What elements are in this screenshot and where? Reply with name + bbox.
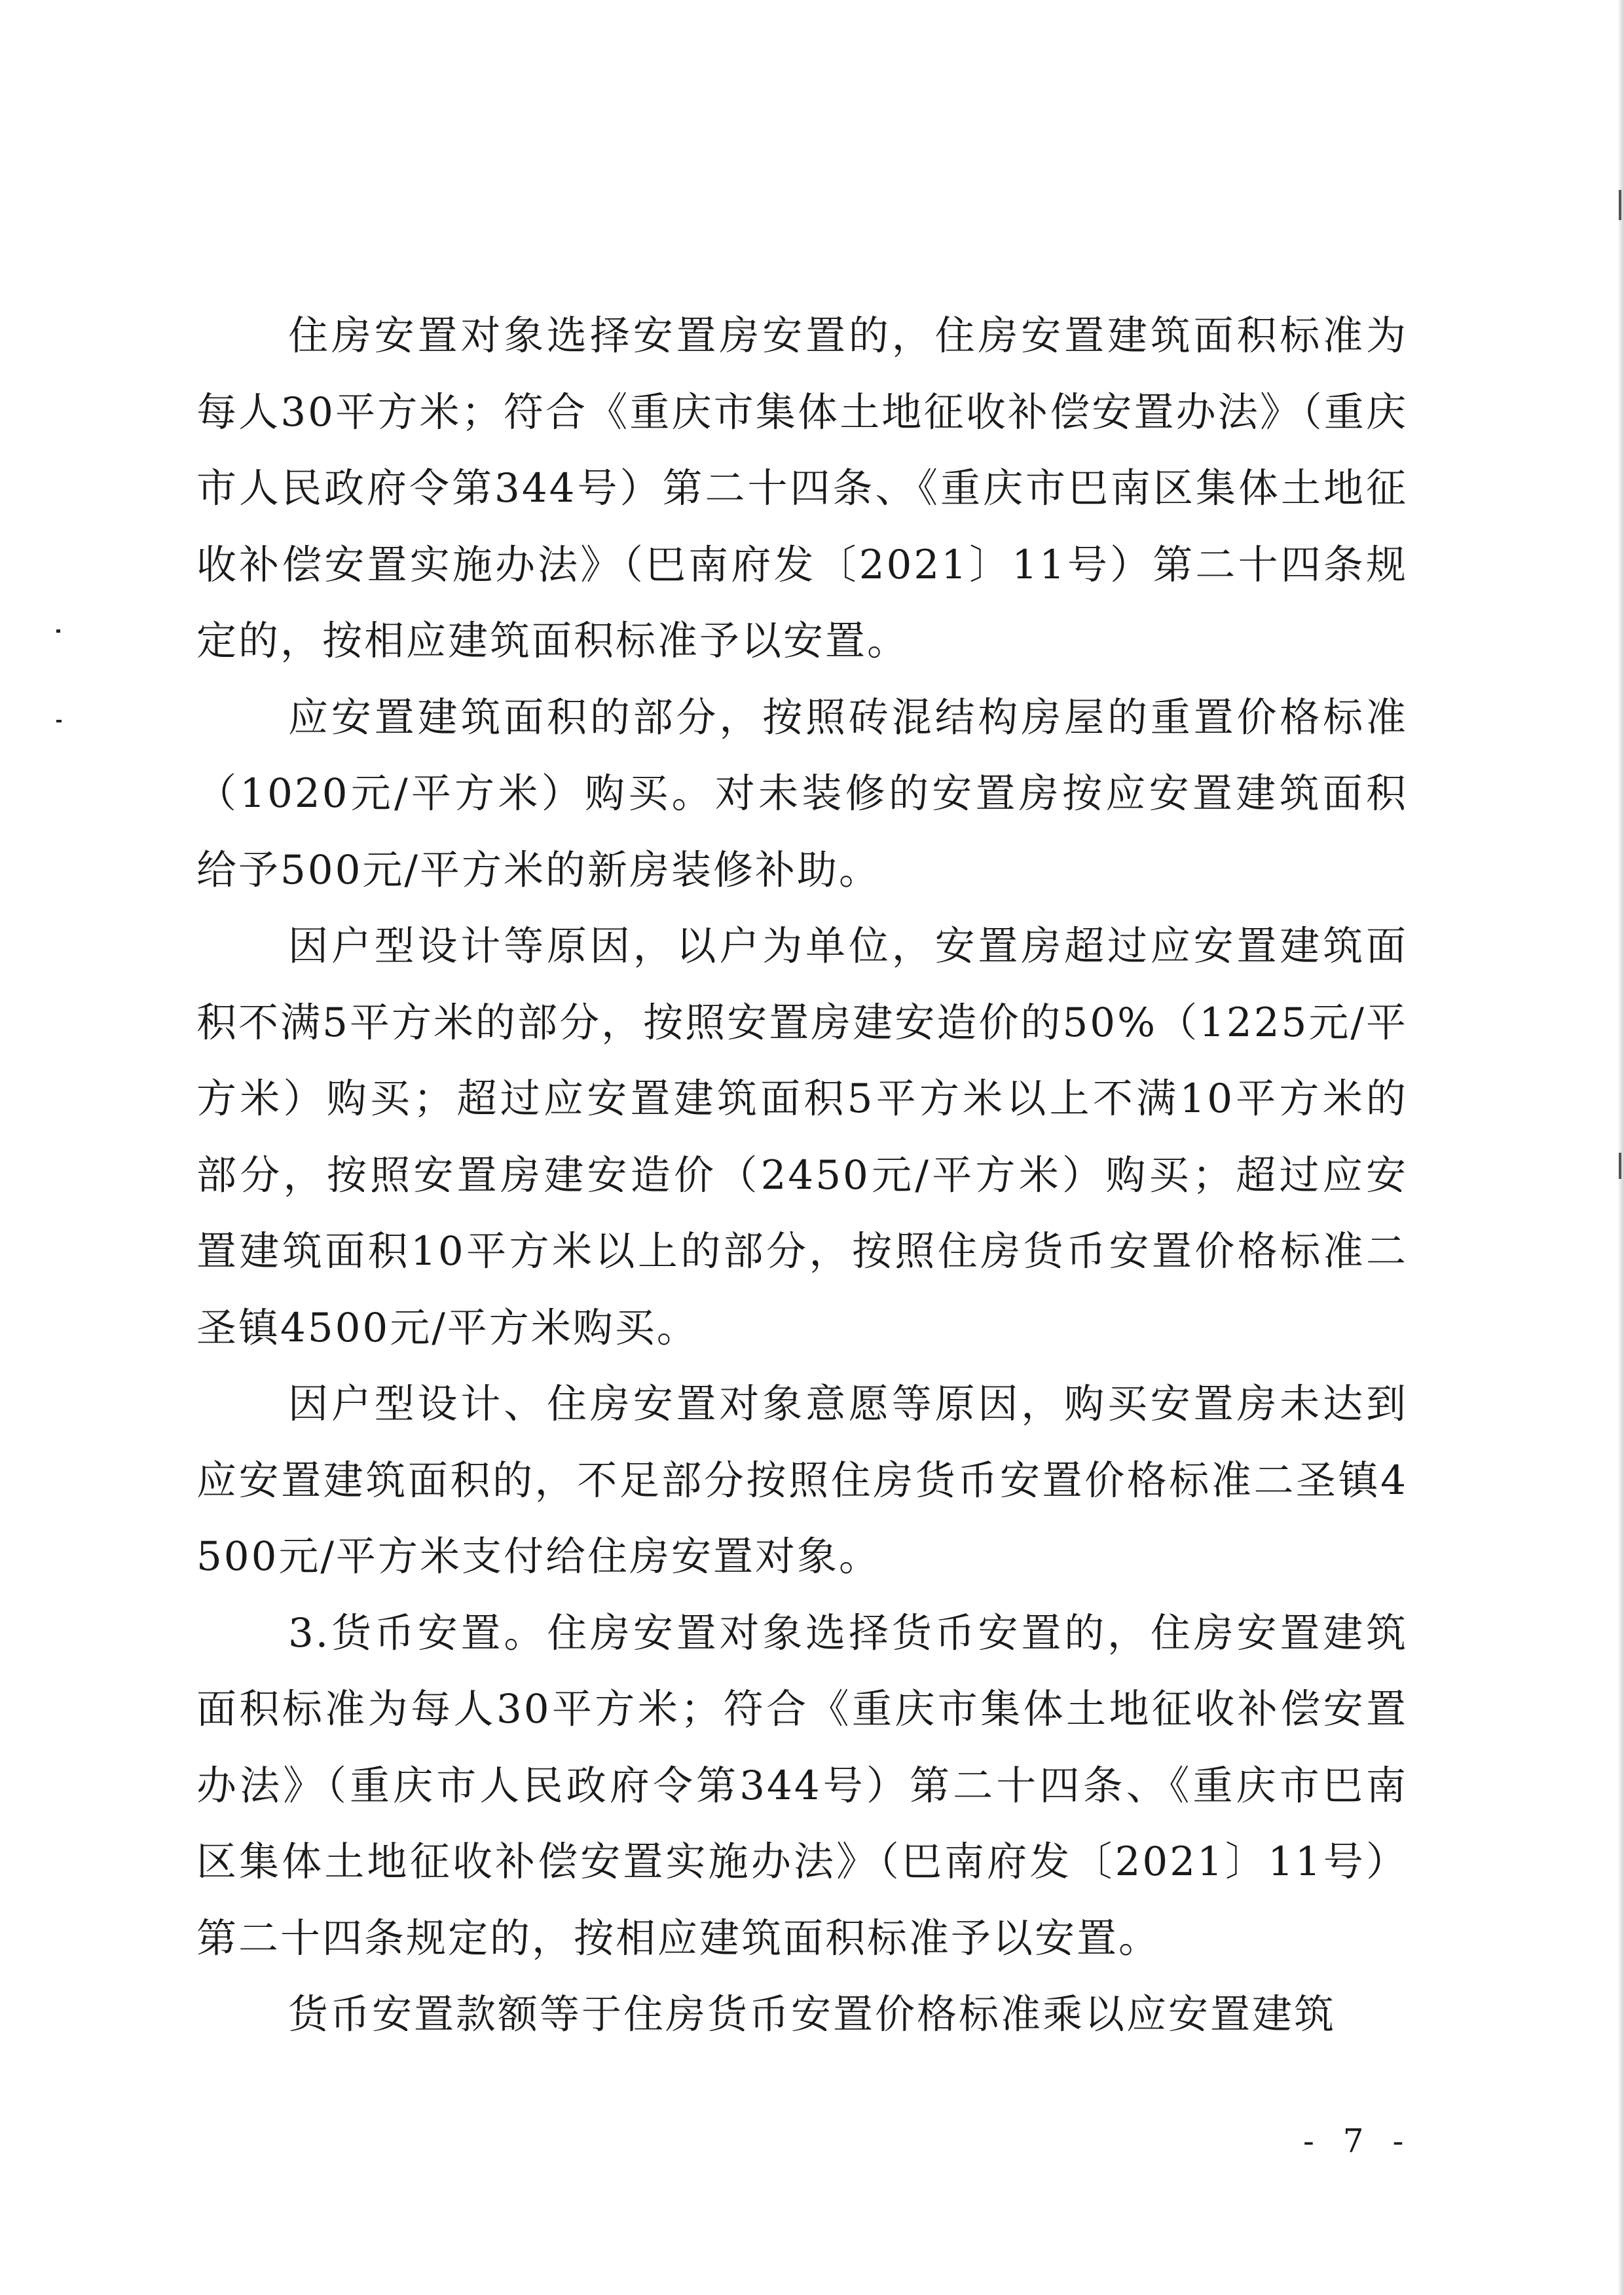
scan-speck [56, 720, 62, 722]
scan-edge-mark [1619, 190, 1621, 220]
paragraph-housing-resettlement: 住房安置对象选择安置房安置的，住房安置建筑面积标准为每人30平方米；符合《重庆市集体土地征收补偿安置办法》（重庆市人民政府令第344号）第二十四条、《重庆市巴南区集体土地征收补偿安置实施办法》（巴南府发〔2021〕11号）第二十四条规定的，按相应建筑面积标准予以安置。 [196, 312, 1408, 664]
paragraph-monetary-amount: 货币安置款额等于住房货币安置价格标准乘以应安置建筑 [288, 1991, 1337, 2038]
scan-edge-mark [1619, 1153, 1621, 1179]
scan-speck [56, 629, 60, 633]
paragraph-purchase-price: 应安置建筑面积的部分，按照砖混结构房屋的重置价格标准（1020元/平方米）购买。对未装修的安置房按应安置建筑面积给予500元/平方米的新房装修补助。 [196, 694, 1408, 893]
paragraph-excess-area: 因户型设计等原因，以户为单位，安置房超过应安置建筑面积不满5平方米的部分，按照安置房建安造价的50%（1225元/平方米）购买；超过应安置建筑面积5平方米以上不满10平方米的部分，按照安置房建安造价（2450元/平方米）购买；超过应安置建筑面积10平方米以上的部分，按照住房货币安置价格标准二圣镇4500元/平方米购买。 [196, 923, 1408, 1351]
paragraph-monetary-resettlement: 3.货币安置。住房安置对象选择货币安置的，住房安置建筑面积标准为每人30平方米；符合《重庆市集体土地征收补偿安置办法》（重庆市人民政府令第344号）第二十四条、《重庆市巴南区集体土地征收补偿安置实施办法》（巴南府发〔2021〕11号）第二十四条规定的，按相应建筑面积标准予以安置。 [196, 1609, 1408, 1962]
page-number: - 7 - [1303, 2122, 1413, 2160]
paragraph-shortfall-area: 因户型设计、住房安置对象意愿等原因，购买安置房未达到应安置建筑面积的，不足部分按照住房货币安置价格标准二圣镇4500元/平方米支付给住房安置对象。 [196, 1381, 1408, 1580]
scan-edge-shadow [1617, 0, 1624, 2295]
document-body [196, 298, 1408, 2053]
